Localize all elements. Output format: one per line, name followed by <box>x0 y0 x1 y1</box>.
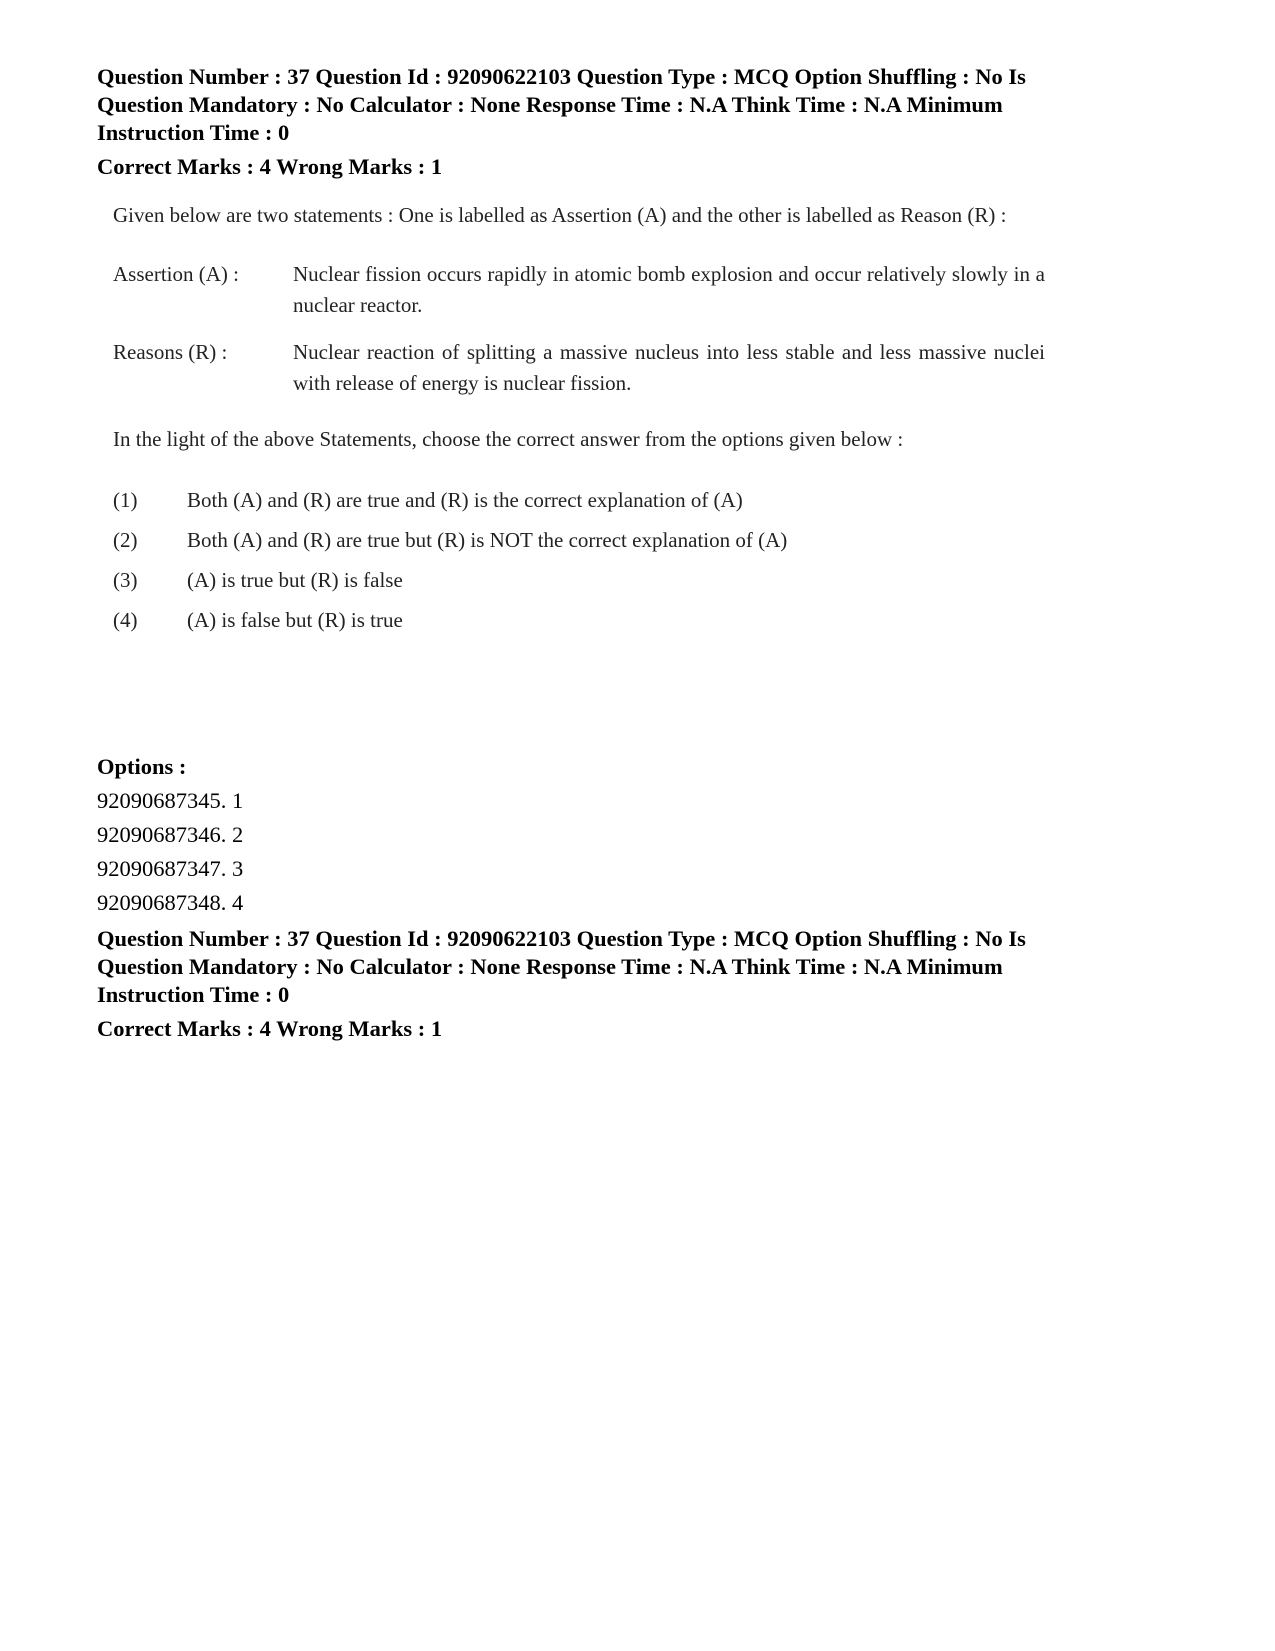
option-item: 92090687345. 1 <box>97 788 244 813</box>
choice-number: (2) <box>113 527 138 552</box>
choice-text: (A) is true but (R) is false <box>187 567 403 592</box>
question-header <box>97 63 1177 181</box>
question-image-text <box>113 200 1053 640</box>
header-marks: Correct Marks : 4 Wrong Marks : 1 <box>97 154 443 179</box>
option-item: 92090687348. 4 <box>97 890 244 915</box>
header-line-2: Question Mandatory : No Calculator : None Response Time : N.A Think Time : N.A Minimum <box>97 92 1003 117</box>
reason-label: Reasons (R) : <box>113 340 228 364</box>
question-instruction: In the light of the above Statements, choose the correct answer from the options given below : <box>113 427 904 451</box>
footer-marks: Correct Marks : 4 Wrong Marks : 1 <box>97 1016 443 1041</box>
reason-statement <box>113 337 1053 399</box>
choice-text: (A) is false but (R) is true <box>187 607 403 632</box>
footer-line-3: Instruction Time : 0 <box>97 982 290 1007</box>
footer-line-1: Question Number : 37 Question Id : 92090622103 Question Type : MCQ Option Shuffling : No Is <box>97 926 1026 951</box>
options-heading: Options : <box>97 754 187 779</box>
footer-line-2: Question Mandatory : No Calculator : None Response Time : N.A Think Time : N.A Minimum <box>97 954 1003 979</box>
assertion-statement <box>113 259 1053 321</box>
choice-text: Both (A) and (R) are true but (R) is NOT the correct explanation of (A) <box>187 527 788 552</box>
options-list <box>97 750 243 920</box>
choice-text: Both (A) and (R) are true and (R) is the correct explanation of (A) <box>187 487 743 512</box>
answer-choice <box>113 600 1053 640</box>
answer-choice <box>113 520 1053 560</box>
choice-number: (4) <box>113 607 138 632</box>
answer-choice <box>113 480 1053 520</box>
next-question-header <box>97 925 1177 1043</box>
assertion-label: Assertion (A) : <box>113 262 239 286</box>
answer-choice <box>113 560 1053 600</box>
option-item: 92090687347. 3 <box>97 856 244 881</box>
header-line-3: Instruction Time : 0 <box>97 120 290 145</box>
reason-text: Nuclear reaction of splitting a massive nucleus into less stable and less massive nuclei with release of energy is nuclear fission. <box>293 340 1045 395</box>
question-intro: Given below are two statements : One is labelled as Assertion (A) and the other is labelled as Reason (R) : <box>113 203 1007 227</box>
choice-number: (1) <box>113 487 138 512</box>
header-line-1: Question Number : 37 Question Id : 92090622103 Question Type : MCQ Option Shuffling : No Is <box>97 64 1026 89</box>
option-item: 92090687346. 2 <box>97 822 244 847</box>
answer-choices <box>113 480 1053 640</box>
choice-number: (3) <box>113 567 138 592</box>
assertion-text: Nuclear fission occurs rapidly in atomic bomb explosion and occur relatively slowly in a nuclear reactor. <box>293 262 1045 317</box>
